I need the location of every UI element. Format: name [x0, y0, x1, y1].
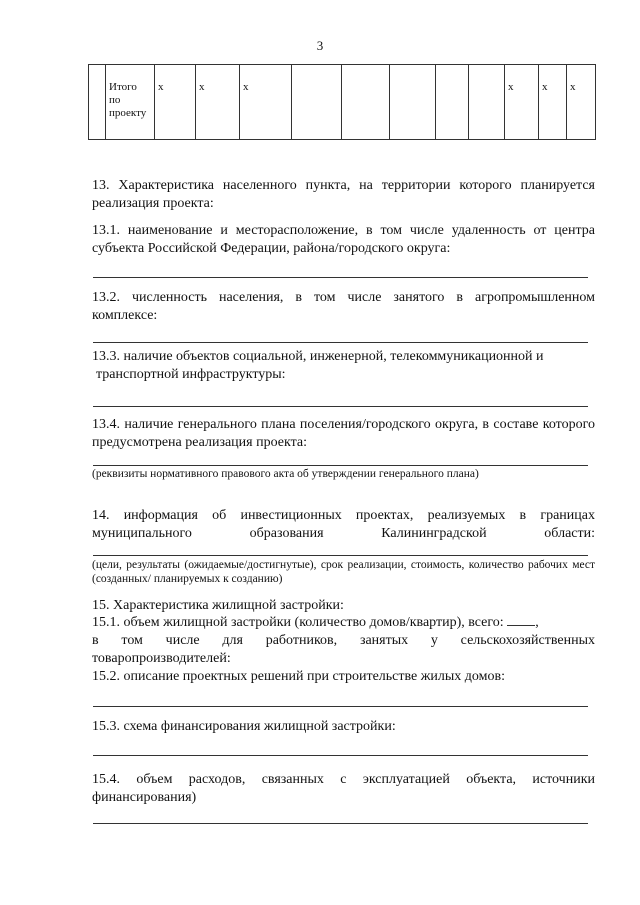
fill-line	[93, 277, 588, 278]
section-13-3-line2: транспортной инфраструктуры:	[96, 367, 286, 382]
count-blank	[507, 614, 535, 626]
table-cell: х	[567, 65, 596, 140]
table-cell: х	[539, 65, 567, 140]
fill-line	[93, 706, 588, 707]
fill-line	[93, 823, 588, 824]
table-row-label: Итого по проекту	[106, 65, 155, 140]
section-13-3-line1: 13.3. наличие объектов социальной, инженерной, телекоммуникационной и	[92, 349, 544, 364]
section-15-3-text: 15.3. схема финансирования жилищной застройки:	[92, 719, 396, 734]
section-13-2-text: 13.2. численность населения, в том числе занятого в агропромышленном комплексе:	[92, 290, 595, 323]
section-13-4-text: 13.4. наличие генерального плана поселения/городского округа, в составе которого предусмотрена реализация проекта:	[92, 417, 595, 450]
section-15-2-text: 15.2. описание проектных решений при строительстве жилых домов:	[92, 669, 506, 684]
table-cell: х	[240, 65, 292, 140]
fill-line	[93, 406, 588, 407]
section-14-note: (цели, результаты (ожидаемые/достигнутые), срок реализации, стоимость, количество рабочих мест (созданных/ планируемых к созданию)	[92, 559, 595, 585]
section-15-4-text: 15.4. объем расходов, связанных с эксплуатацией объекта, источники финансирования)	[92, 772, 595, 805]
fill-line	[93, 342, 588, 343]
table-cell: х	[505, 65, 539, 140]
table-cell	[292, 65, 342, 140]
table-cell	[89, 65, 106, 140]
section-15-1-part2: ,	[535, 615, 539, 630]
table-cell	[390, 65, 436, 140]
section-15-1-part1: 15.1. объем жилищной застройки (количество домов/квартир), всего:	[92, 615, 504, 630]
table-row	[89, 65, 596, 140]
section-13-1-text: 13.1. наименование и месторасположение, в том числе удаленность от центра субъекта Российской Федерации, района/городского округа:	[92, 223, 595, 256]
table-cell	[436, 65, 469, 140]
table-cell	[342, 65, 390, 140]
section-14-text: 14. информация об инвестиционных проектах, реализуемых в границах муниципального образования Калининградской области:	[92, 508, 595, 541]
table-cell	[469, 65, 505, 140]
table-cell: х	[155, 65, 196, 140]
table-cell: х	[196, 65, 240, 140]
fill-line	[93, 555, 588, 556]
fill-line	[93, 465, 588, 466]
section-15-1-continued: в том числе для работников, занятых у сельскохозяйственных товаропроизводителей:	[92, 633, 595, 666]
section-13-heading: 13. Характеристика населенного пункта, на территории которого планируется реализация проекта:	[92, 178, 595, 211]
page-number: 3	[316, 38, 324, 53]
section-15-1-text	[92, 614, 595, 632]
section-13-4-note: (реквизиты нормативного правового акта об утверждении генерального плана)	[92, 468, 479, 480]
section-15-heading: 15. Характеристика жилищной застройки:	[92, 598, 344, 613]
fill-line	[93, 755, 588, 756]
totals-table	[88, 64, 596, 140]
